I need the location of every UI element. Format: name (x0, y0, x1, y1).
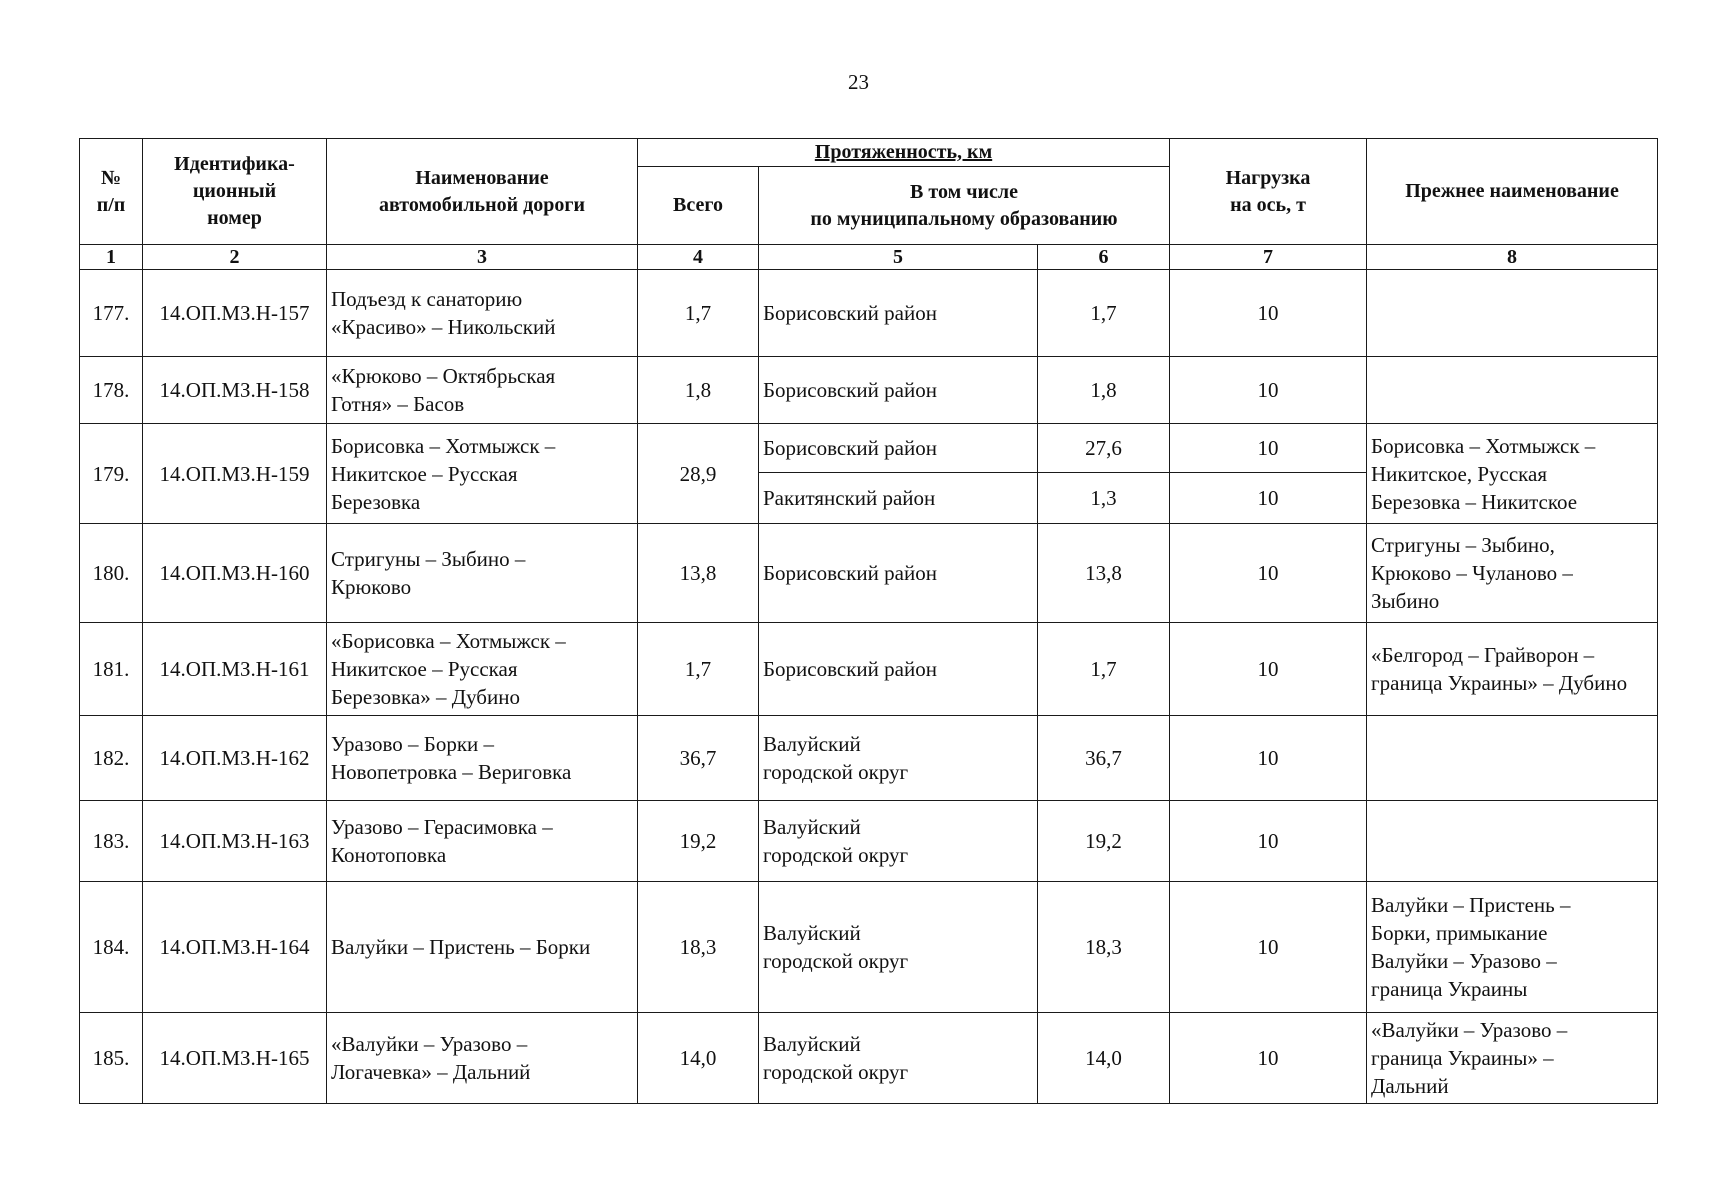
road-identifier: 14.ОП.МЗ.Н-159 (143, 424, 327, 524)
municipality: Борисовский район (759, 524, 1038, 623)
table-row (80, 357, 1658, 424)
previous-name: Стригуны – Зыбино, Крюково – Чуланово – Зыбино (1367, 524, 1658, 623)
previous-name (1367, 270, 1658, 357)
previous-name: «Белгород – Грайворон – граница Украины» – Дубино (1367, 623, 1658, 716)
total-length: 19,2 (638, 801, 759, 882)
row-number: 178. (80, 357, 143, 424)
total-length: 1,8 (638, 357, 759, 424)
municipality-length: 19,2 (1038, 801, 1170, 882)
table-row (80, 270, 1658, 357)
previous-name: Валуйки – Пристень – Борки, примыкание Валуйки – Уразово – граница Украины (1367, 882, 1658, 1013)
column-number: 8 (1367, 245, 1658, 270)
municipality: Борисовский район (759, 357, 1038, 424)
column-number: 1 (80, 245, 143, 270)
municipality: Борисовский район (759, 424, 1038, 473)
row-number: 179. (80, 424, 143, 524)
road-identifier: 14.ОП.МЗ.Н-158 (143, 357, 327, 424)
row-number: 182. (80, 716, 143, 801)
axle-load: 10 (1170, 270, 1367, 357)
total-length: 1,7 (638, 270, 759, 357)
previous-name (1367, 801, 1658, 882)
municipality-length: 1,7 (1038, 270, 1170, 357)
row-number: 177. (80, 270, 143, 357)
municipality-length: 1,8 (1038, 357, 1170, 424)
column-number: 4 (638, 245, 759, 270)
municipality: Борисовский район (759, 623, 1038, 716)
municipality-length: 1,7 (1038, 623, 1170, 716)
table-row (80, 1013, 1658, 1104)
axle-load: 10 (1170, 623, 1367, 716)
header-by-municipality: В том числе по муниципальному образованию (759, 167, 1170, 245)
table-row (80, 424, 1658, 473)
axle-load: 10 (1170, 882, 1367, 1013)
header-previous-name: Прежнее наименование (1367, 139, 1658, 245)
municipality-length: 13,8 (1038, 524, 1170, 623)
municipality: Борисовский район (759, 270, 1038, 357)
table-row (80, 716, 1658, 801)
previous-name: «Валуйки – Уразово – граница Украины» – Дальний (1367, 1013, 1658, 1104)
total-length: 14,0 (638, 1013, 759, 1104)
municipality-length: 1,3 (1038, 473, 1170, 524)
axle-load: 10 (1170, 473, 1367, 524)
row-number: 183. (80, 801, 143, 882)
total-length: 28,9 (638, 424, 759, 524)
axle-load: 10 (1170, 1013, 1367, 1104)
road-identifier: 14.ОП.МЗ.Н-164 (143, 882, 327, 1013)
road-name: Стригуны – Зыбино – Крюково (327, 524, 638, 623)
road-name: Валуйки – Пристень – Борки (327, 882, 638, 1013)
municipality: Валуйский городской округ (759, 716, 1038, 801)
municipality-length: 18,3 (1038, 882, 1170, 1013)
road-identifier: 14.ОП.МЗ.Н-162 (143, 716, 327, 801)
municipality: Валуйский городской округ (759, 882, 1038, 1013)
row-number: 184. (80, 882, 143, 1013)
header-length-group: Протяженность, км (638, 139, 1170, 167)
total-length: 18,3 (638, 882, 759, 1013)
axle-load: 10 (1170, 801, 1367, 882)
header-axle-load: Нагрузка на ось, т (1170, 139, 1367, 245)
column-number: 5 (759, 245, 1038, 270)
municipality: Валуйский городской округ (759, 1013, 1038, 1104)
header-total: Всего (638, 167, 759, 245)
municipality: Ракитянский район (759, 473, 1038, 524)
table-body (80, 270, 1658, 1104)
road-name: Борисовка – Хотмыжск – Никитское – Русская Березовка (327, 424, 638, 524)
column-number: 7 (1170, 245, 1367, 270)
road-name: Уразово – Герасимовка – Конотоповка (327, 801, 638, 882)
previous-name: Борисовка – Хотмыжск – Никитское, Русская Березовка – Никитское (1367, 424, 1658, 524)
header-row-number: № п/п (80, 139, 143, 245)
page-number: 23 (848, 70, 869, 94)
column-numbers-row (80, 245, 1658, 270)
road-name: «Крюково – Октябрьская Готня» – Басов (327, 357, 638, 424)
total-length: 36,7 (638, 716, 759, 801)
row-number: 181. (80, 623, 143, 716)
table-row (80, 524, 1658, 623)
axle-load: 10 (1170, 424, 1367, 473)
row-number: 180. (80, 524, 143, 623)
column-number: 2 (143, 245, 327, 270)
table-row (80, 801, 1658, 882)
total-length: 13,8 (638, 524, 759, 623)
table-header (80, 139, 1658, 270)
municipality-length: 14,0 (1038, 1013, 1170, 1104)
road-name: Подъезд к санаторию «Красиво» – Никольский (327, 270, 638, 357)
road-identifier: 14.ОП.МЗ.Н-163 (143, 801, 327, 882)
column-number: 6 (1038, 245, 1170, 270)
header-identifier: Идентифика- ционный номер (143, 139, 327, 245)
road-identifier: 14.ОП.МЗ.Н-161 (143, 623, 327, 716)
total-length: 1,7 (638, 623, 759, 716)
axle-load: 10 (1170, 357, 1367, 424)
axle-load: 10 (1170, 716, 1367, 801)
previous-name (1367, 357, 1658, 424)
road-name: Уразово – Борки – Новопетровка – Веригoвка (327, 716, 638, 801)
column-number: 3 (327, 245, 638, 270)
municipality: Валуйский городской округ (759, 801, 1038, 882)
road-name: «Валуйки – Уразово – Логачевка» – Дальний (327, 1013, 638, 1104)
previous-name (1367, 716, 1658, 801)
road-name: «Борисовка – Хотмыжск – Никитское – Русская Березовка» – Дубино (327, 623, 638, 716)
table-row (80, 623, 1658, 716)
row-number: 185. (80, 1013, 143, 1104)
municipality-length: 36,7 (1038, 716, 1170, 801)
axle-load: 10 (1170, 524, 1367, 623)
header-road-name: Наименование автомобильной дороги (327, 139, 638, 245)
table-row (80, 882, 1658, 1013)
roads-table (79, 138, 1658, 1104)
municipality-length: 27,6 (1038, 424, 1170, 473)
road-identifier: 14.ОП.МЗ.Н-165 (143, 1013, 327, 1104)
road-identifier: 14.ОП.МЗ.Н-160 (143, 524, 327, 623)
road-identifier: 14.ОП.МЗ.Н-157 (143, 270, 327, 357)
